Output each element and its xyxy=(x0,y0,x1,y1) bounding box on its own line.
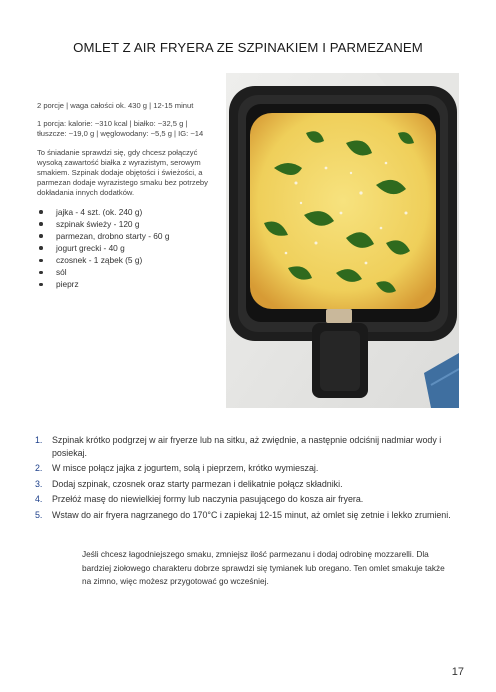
step-item xyxy=(35,434,455,459)
ingredients-list xyxy=(37,206,219,291)
step-text: Dodaj szpinak, czosnek oraz starty parmezan i delikatnie połącz składniki. xyxy=(52,478,343,489)
intro-text: To śniadanie sprawdzi się, gdy chcesz połączyć wysoką zawartość białka z wyrazistym, serowym smakiem. Szpinak dodaje objętości i świeżości, a parmezan dodaje wyrazistego smaku bez potrzeby dokładania innych dodatków. xyxy=(37,147,208,198)
step-item xyxy=(35,478,455,491)
ingredient-item: sól xyxy=(37,266,219,278)
instructions-list xyxy=(35,434,455,524)
ingredient-item: szpinak świeży - 120 g xyxy=(37,218,219,230)
step-number: 2. xyxy=(35,463,43,473)
step-number: 4. xyxy=(35,494,43,504)
ingredient-item: czosnek - 1 ząbek (5 g) xyxy=(37,254,219,266)
ingredient-item: jajka - 4 szt. (ok. 240 g) xyxy=(37,206,219,218)
servings-info: 2 porcje | waga całości ok. 430 g | 12-15 minut xyxy=(37,101,194,110)
nutrition-info: 1 porcja: kalorie: ~310 kcal | białko: ~32,5 g | tłuszcze: ~19,0 g | węglowodany: ~5,5 g | IG: ~14 xyxy=(37,119,204,139)
ingredient-item: pieprz xyxy=(37,278,219,290)
step-number: 3. xyxy=(35,478,43,489)
step-text: W misce połącz jajka z jogurtem, solą i pieprzem, krótko wymieszaj. xyxy=(52,463,319,473)
recipe-info xyxy=(37,101,219,290)
step-text: Przełóż masę do niewielkiej formy lub naczynia pasującego do kosza air fryera. xyxy=(52,494,364,504)
page-title: OMLET Z AIR FRYERA ZE SZPINAKIEM I PARMEZANEM xyxy=(73,40,423,55)
tip-note: Jeśli chcesz łagodniejszego smaku, zmniejsz ilość parmezanu i dodaj odrobinę mozzarelli. Dla bardziej ziołowego charakteru dobrze sprawdzi się tymianek lub oregano. Ten omlet smakuje także na zimno, więc możesz przygotować go wcześniej. xyxy=(82,549,445,587)
ingredient-item: parmezan, drobno starty - 60 g xyxy=(37,230,219,242)
page-number: 17 xyxy=(451,666,464,678)
step-number: 5. xyxy=(35,509,43,520)
step-text: Szpinak krótko podgrzej w air fryerze lub na sitku, aż zwiędnie, a następnie odciśnij nadmiar wody i posiekaj. xyxy=(52,435,442,458)
step-number: 1. xyxy=(35,435,43,445)
step-item xyxy=(35,462,455,475)
step-item xyxy=(35,493,455,506)
step-text: Wstaw do air fryera nagrzanego do 170°C i zapiekaj 12-15 minut, aż omlet się zetnie i lekko zrumieni. xyxy=(52,509,451,520)
ingredient-item: jogurt grecki - 40 g xyxy=(37,242,219,254)
omelet-air-fryer-photo xyxy=(226,73,459,408)
step-item xyxy=(35,509,455,522)
